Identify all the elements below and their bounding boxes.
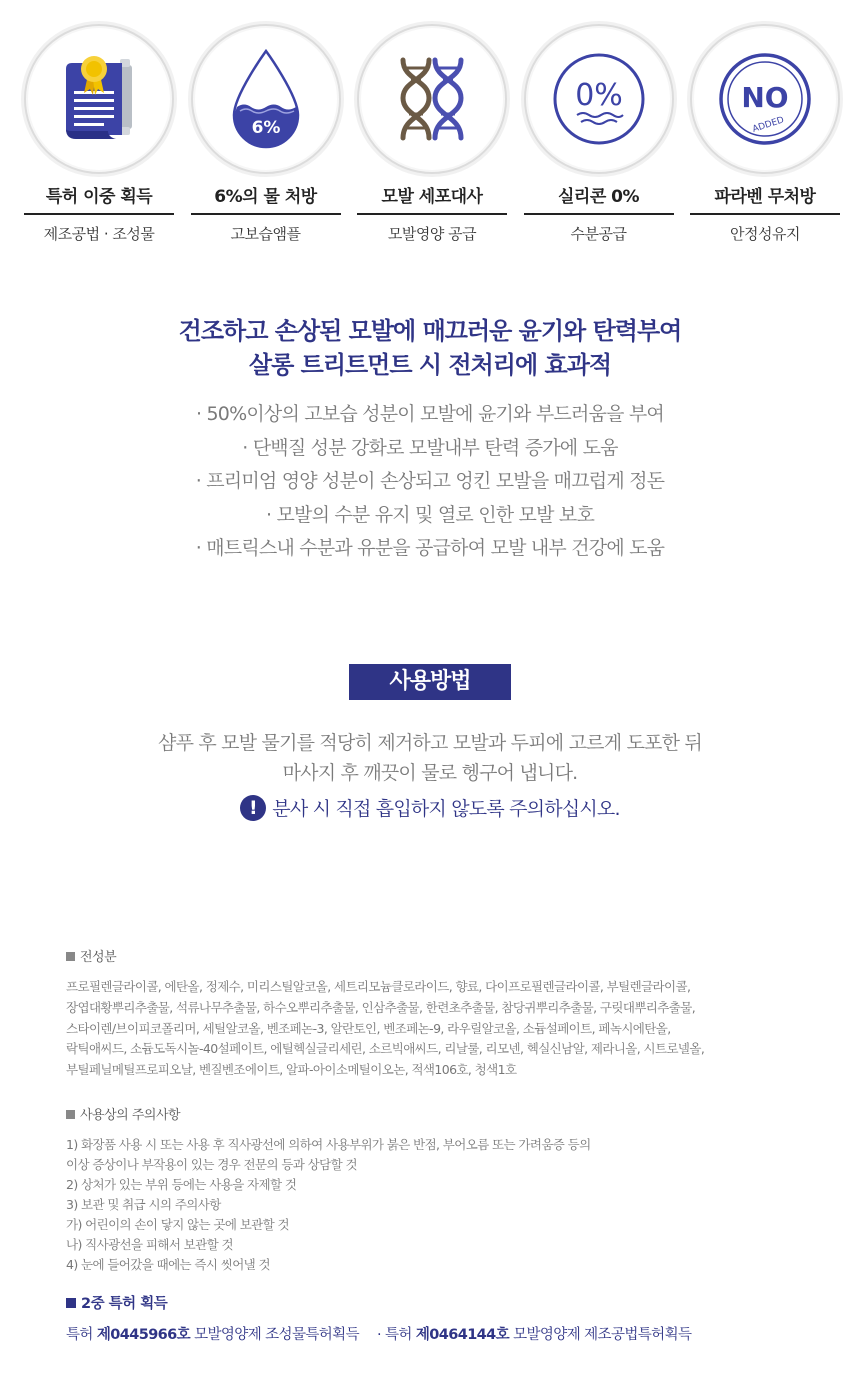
certificate-ribbon-icon <box>56 49 142 149</box>
patents-section <box>66 1292 806 1344</box>
ingredients-line: 장엽대황뿌리추출물, 석류나무추출물, 하수오뿌리추출물, 인삼추출물, 한련초추출물, 참당귀뿌리추출물, 구릿대뿌리추출물, <box>66 999 696 1015</box>
ingredients-line: 부틸페닐메틸프로피오날, 벤질벤조에이트, 알파-아이소메틸이오논, 적색106호, 청색1호 <box>66 1062 517 1078</box>
feature-dna <box>357 24 507 244</box>
benefit-item: · 50%이상의 고보습 성분이 모발에 윤기와 부드러움을 부여 <box>196 403 664 425</box>
no-label: NO <box>741 81 789 114</box>
caution-line: 2) 상처가 있는 부위 등에는 사용을 자제할 것 <box>66 1177 297 1192</box>
ingredients-line: 스타이렌/브이피코폴리머, 세틸알코올, 벤조페논-3, 알란토인, 벤조페논-9, 라우릴알코올, 소듐설페이트, 페녹시에탄올, <box>66 1020 671 1036</box>
patent-1-number: 제0445966호 <box>96 1327 191 1343</box>
patent-details <box>66 1323 806 1344</box>
caution-line: 가) 어린이의 손이 닿지 않는 곳에 보관할 것 <box>66 1217 289 1232</box>
square-bullet-icon <box>66 1110 75 1119</box>
ingredients-section <box>66 946 806 1081</box>
zero-percent-label: 0% <box>574 78 623 113</box>
headline-line-2: 살롱 트리트먼트 시 전처리에 효과적 <box>248 351 612 379</box>
feature-circle <box>690 24 840 174</box>
caution-line: 이상 증상이나 부작용이 있는 경우 전문의 등과 상담할 것 <box>66 1157 357 1172</box>
ingredients-heading <box>66 946 806 965</box>
ingredients-line: 락틱애씨드, 소듐도독시놀-40설페이트, 에틸헥실글리세린, 소르빅애씨드, 리날룰, 리모넨, 헥실신남알, 제라니올, 시트로넬올, <box>66 1041 705 1057</box>
patent-1-desc: 모발영양제 조성물특허획득 <box>190 1327 359 1343</box>
feature-paraben <box>690 24 840 244</box>
feature-circle <box>24 24 174 174</box>
water-drop-icon <box>226 47 306 151</box>
feature-circle <box>357 24 507 174</box>
feature-subtitle: 수분공급 <box>570 225 627 243</box>
usage-line-1: 샴푸 후 모발 물기를 적당히 제거하고 모발과 두피에 고르게 도포한 뒤 <box>158 732 702 754</box>
usage-title: 사용방법 <box>349 664 511 700</box>
patents-title: 2중 특허 획득 <box>81 1296 168 1312</box>
benefit-item: · 단백질 성분 강화로 모발내부 탄력 증가에 도움 <box>242 436 618 459</box>
caution-line: 3) 보관 및 취급 시의 주의사항 <box>66 1197 221 1212</box>
cautions-heading <box>66 1104 806 1123</box>
feature-subtitle: 안정성유지 <box>730 225 800 243</box>
feature-title: 모발 세포대사 <box>357 182 507 215</box>
feature-subtitle: 모발영양 공급 <box>387 225 477 243</box>
feature-subtitle: 고보습앰플 <box>230 225 301 243</box>
benefit-item: · 프리미엄 영양 성분이 손상되고 엉킨 모발을 매끄럽게 정돈 <box>195 470 665 492</box>
cautions-title: 사용상의 주의사항 <box>80 1108 181 1123</box>
cautions-section <box>66 1104 806 1275</box>
headline-line-1: 건조하고 손상된 모발에 매끄러운 윤기와 탄력부여 <box>178 317 682 345</box>
no-added-stamp-icon <box>717 51 813 147</box>
square-bullet-icon <box>66 1298 76 1308</box>
patent-2-prefix: · 특허 <box>376 1327 416 1343</box>
headline <box>0 314 860 382</box>
exclamation-icon: ! <box>240 795 266 821</box>
benefit-item: · 모발의 수분 유지 및 열로 인한 모발 보호 <box>265 503 595 526</box>
feature-row <box>24 24 840 244</box>
water-drop-label: 6% <box>251 118 280 138</box>
dna-icon <box>397 54 467 144</box>
ingredients-list <box>66 977 806 1081</box>
square-bullet-icon <box>66 952 75 961</box>
benefit-list <box>0 398 860 566</box>
patents-heading <box>66 1292 806 1313</box>
ingredients-line: 프로필렌글라이콜, 에탄올, 정제수, 미리스틸알코올, 세트리모늄클로라이드, 향료, 다이프로필렌글라이콜, 부틸렌글라이콜, <box>66 979 691 994</box>
feature-circle <box>191 24 341 174</box>
feature-title: 특허 이중 획득 <box>24 182 174 215</box>
patent-1-prefix: 특허 <box>66 1327 97 1343</box>
zero-percent-icon <box>551 51 647 147</box>
feature-patent <box>24 24 174 244</box>
feature-silicone <box>524 24 674 244</box>
ingredients-title: 전성분 <box>80 950 117 965</box>
feature-water <box>191 24 341 244</box>
feature-title: 6%의 물 처방 <box>191 182 341 215</box>
warning-notice <box>0 794 860 821</box>
warning-text: 분사 시 직접 흡입하지 않도록 주의하십시오. <box>272 798 620 820</box>
feature-title: 실리콘 0% <box>524 182 674 215</box>
caution-line: 4) 눈에 들어갔을 때에는 즉시 씻어낼 것 <box>66 1257 270 1272</box>
feature-circle <box>524 24 674 174</box>
caution-line: 1) 화장품 사용 시 또는 사용 후 직사광선에 의하여 사용부위가 붉은 반점, 부어오름 또는 가려움증 등의 <box>66 1137 591 1152</box>
added-label: ADDED <box>751 115 786 135</box>
patent-2-number: 제0464144호 <box>415 1327 510 1343</box>
caution-line: 나) 직사광선을 피해서 보관할 것 <box>66 1237 233 1252</box>
usage-line-2: 마사지 후 깨끗이 물로 헹구어 냅니다. <box>282 762 578 784</box>
cautions-list <box>66 1135 806 1275</box>
feature-title: 파라벤 무처방 <box>690 182 840 215</box>
patent-2-desc: 모발영양제 제조공법특허획득 <box>509 1327 692 1343</box>
usage-instructions <box>0 728 860 788</box>
benefit-item: · 매트릭스내 수분과 유분을 공급하여 모발 내부 건강에 도움 <box>195 537 665 559</box>
feature-subtitle: 제조공법 · 조성물 <box>43 225 155 243</box>
